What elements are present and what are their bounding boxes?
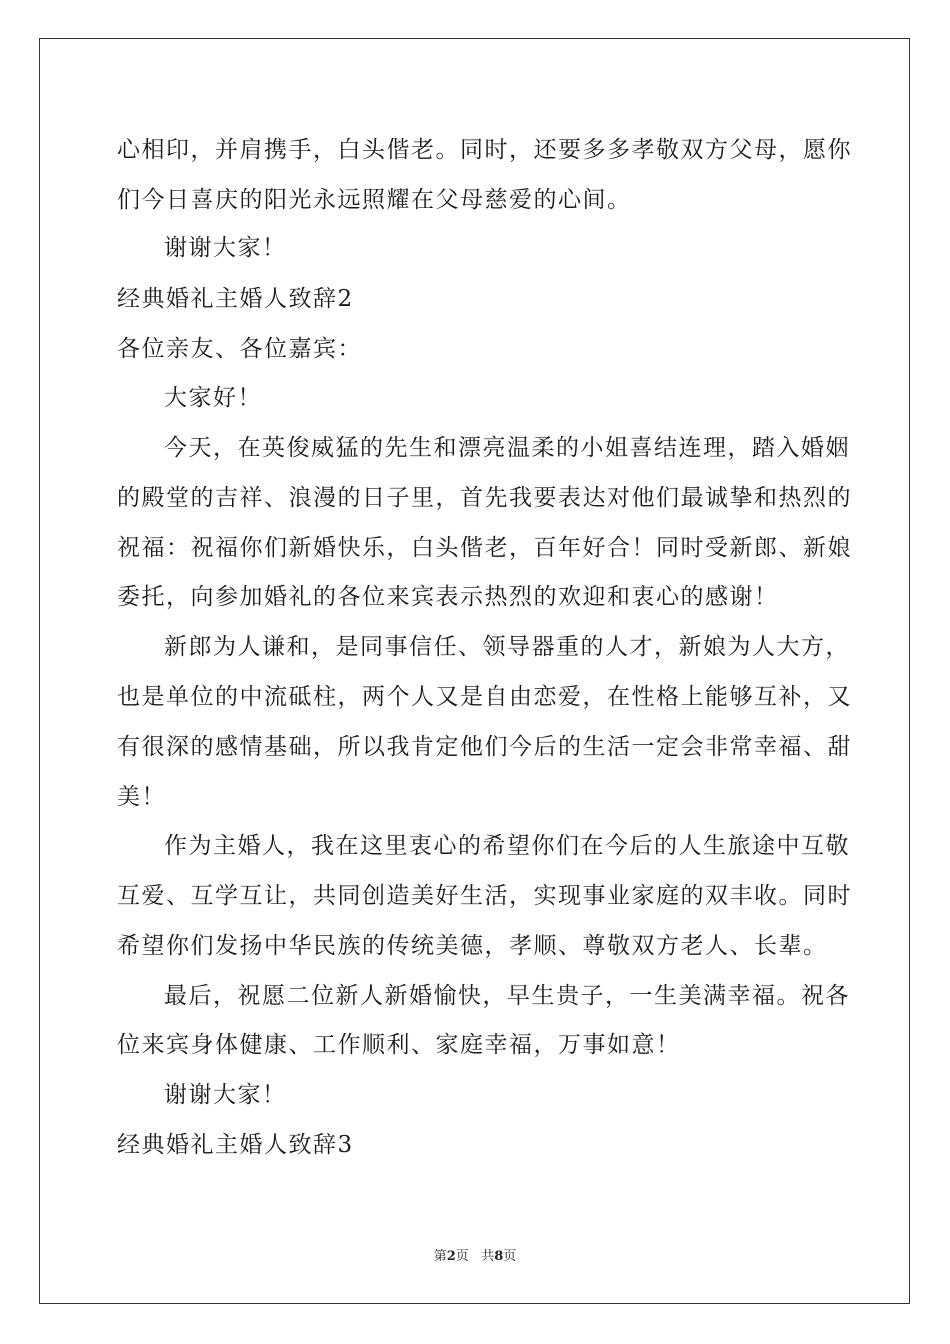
footer-total-unit: 页 — [503, 1249, 517, 1264]
footer-prefix: 第 — [433, 1249, 447, 1264]
paragraph-line: 的殿堂的吉祥、浪漫的日子里，首先我要表达对他们最诚挚和热烈的 — [117, 485, 852, 511]
paragraph-line: 最后，祝愿二位新人新婚愉快，早生贵子，一生美满幸福。祝各 — [164, 983, 850, 1009]
paragraph-line: 互爱、互学互让，共同创造美好生活，实现事业家庭的双丰收。同时 — [117, 883, 852, 909]
paragraph-line: 祝福：祝福你们新婚快乐，白头偕老，百年好合！同时受新郎、新娘 — [117, 535, 852, 561]
paragraph-line: 今天，在英俊威猛的先生和漂亮温柔的小姐喜结连理，踏入婚姻 — [164, 435, 850, 461]
paragraph-line: 委托，向参加婚礼的各位来宾表示热烈的欢迎和衷心的感谢！ — [117, 584, 779, 610]
footer-page-unit: 页 — [455, 1249, 469, 1264]
paragraph-line: 有很深的感情基础，所以我肯定他们今后的生活一定会非常幸福、甜 — [117, 734, 852, 760]
closing-thanks: 谢谢大家！ — [164, 1082, 287, 1108]
section-title: 经典婚礼主婚人致辞3 — [117, 1132, 354, 1158]
paragraph-line: 心相印，并肩携手，白头偕老。同时，还要多多孝敬双方父母，愿你 — [117, 137, 852, 163]
closing-thanks: 谢谢大家！ — [164, 235, 287, 261]
paragraph-line: 新郎为人谦和，是同事信任、领导器重的人才，新娘为人大方， — [164, 634, 850, 660]
paragraph-line: 作为主婚人，我在这里衷心的希望你们在今后的人生旅途中互敬 — [164, 833, 850, 859]
paragraph-line: 美！ — [117, 784, 166, 810]
greeting: 大家好！ — [164, 385, 262, 411]
current-page-number: 2 — [446, 1249, 456, 1264]
page-footer — [0, 1248, 950, 1266]
total-pages-number: 8 — [494, 1249, 504, 1264]
paragraph-line: 希望你们发扬中华民族的传统美德，孝顺、尊敬双方老人、长辈。 — [117, 933, 828, 959]
footer-total-prefix: 共 — [481, 1249, 495, 1264]
paragraph-line: 也是单位的中流砥柱，两个人又是自由恋爱，在性格上能够互补，又 — [117, 684, 852, 710]
section-title: 经典婚礼主婚人致辞2 — [117, 286, 354, 312]
paragraph-line: 们今日喜庆的阳光永远照耀在父母慈爱的心间。 — [117, 187, 632, 213]
page-border — [39, 38, 910, 1304]
paragraph-line: 位来宾身体健康、工作顺利、家庭幸福，万事如意！ — [117, 1032, 681, 1058]
salutation: 各位亲友、各位嘉宾： — [117, 336, 362, 362]
